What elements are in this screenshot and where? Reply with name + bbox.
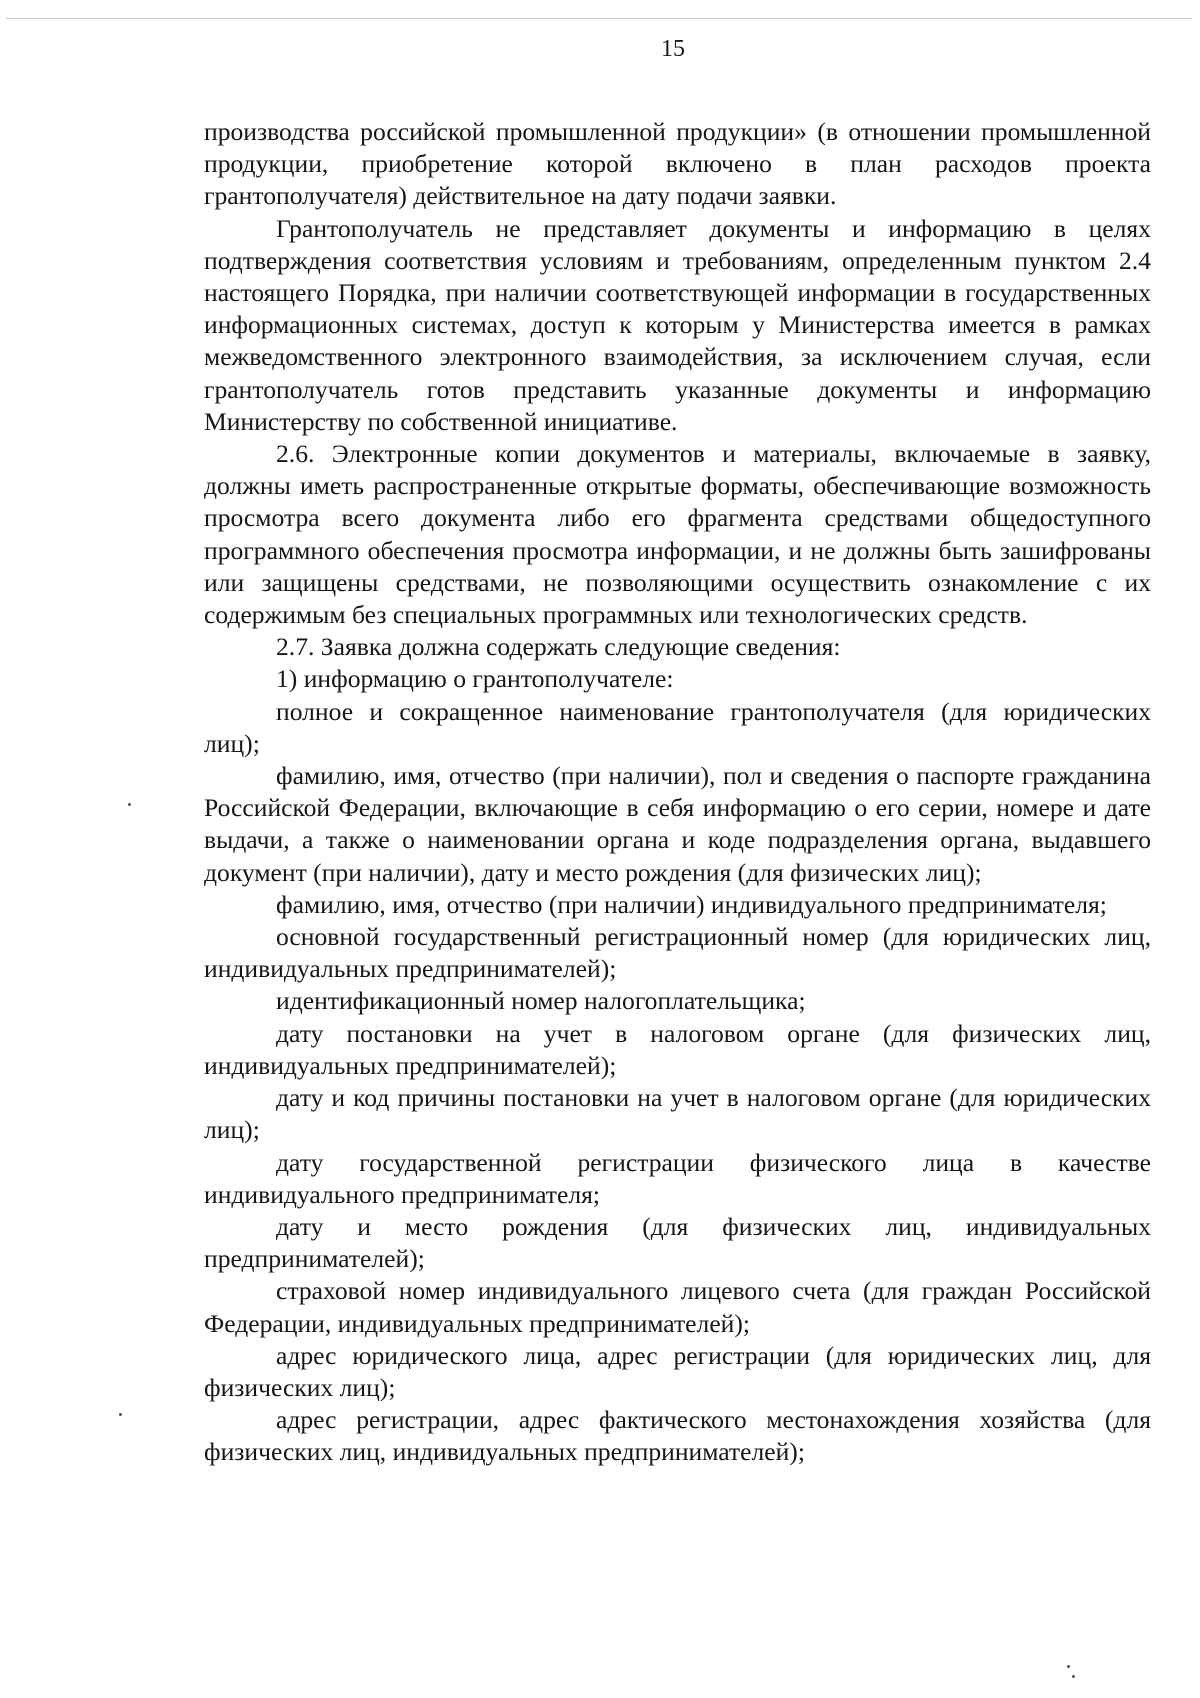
paragraph-grant-recipient-documents: Грантополучатель не представляет документы и информацию в целях подтверждения соответствия условиям и требованиям, определенным пунктом 2.4 настоящего Порядка, при наличии соответствующей информации в государственных информационных системах, доступ к которым у Министерства имеется в рамках межведомственного электронного взаимодействия, за исключением случая, если грантополучатель готов представить указанные документы и информацию Министерству по собственной инициативе. <box>204 213 1151 436</box>
list-item-entrepreneur-name: фамилию, имя, отчество (при наличии) индивидуального предпринимателя; <box>276 889 1107 919</box>
scan-speck <box>128 803 131 806</box>
list-item-snils: страховой номер индивидуального лицевого счета (для граждан Российской Федерации, индивидуальных предпринимателей); <box>204 1276 1151 1338</box>
list-item-kpp: дату и код причины постановки на учет в налоговом органе (для юридических лиц); <box>204 1083 1151 1145</box>
list-item-passport-details: фамилию, имя, отчество (при наличии), пол и сведения о паспорте гражданина Российской Федерации, включающие в себя информацию о его серии, номере и дате выдачи, а также о наименовании органа и коде подразделения органа, выдавшего документ (при наличии), дату и место рождения (для физических лиц); <box>204 761 1151 887</box>
list-item-birth-date-place: дату и место рождения (для физических лиц, индивидуальных предпринимателей); <box>204 1211 1151 1274</box>
list-item-actual-address: адрес регистрации, адрес фактического местонахождения хозяйства (для физических лиц, индивидуальных предпринимателей); <box>204 1405 1151 1467</box>
scan-speck <box>119 1413 122 1416</box>
list-item-legal-address: адрес юридического лица, адрес регистрации (для юридических лиц, для физических лиц); <box>204 1340 1151 1402</box>
list-item-full-short-name: полное и сокращенное наименование грантополучателя (для юридических лиц); <box>204 696 1151 758</box>
paragraph-continuation: производства российской промышленной продукции» (в отношении промышленной продукции, приобретение которой включено в план расходов проекта грантополучателя) действительное на дату подачи заявки. <box>204 117 1151 211</box>
list-item-1-recipient-info: 1) информацию о грантополучателе: <box>276 664 674 694</box>
list-item-tax-registration-date: дату постановки на учет в налоговом органе (для физических лиц, индивидуальных предпринимателей); <box>204 1018 1151 1080</box>
scan-speck <box>1067 1665 1070 1668</box>
list-item-ogrn: основной государственный регистрационный номер (для юридических лиц, индивидуальных предпринимателей); <box>204 922 1151 984</box>
paragraph-2-6-electronic-copies: 2.6. Электронные копии документов и материалы, включаемые в заявку, должны иметь распространенные открытые форматы, обеспечивающие возможность просмотра всего документа либо его фрагмента средствами общедоступного программного обеспечения просмотра информации, и не должны быть зашифрованы или защищены средствами, не позволяющими осуществить ознакомление с их содержимым без специальных программных или технологических средств. <box>204 439 1151 630</box>
scan-top-edge-line <box>6 18 1192 19</box>
list-item-inn: идентификационный номер налогоплательщика; <box>276 986 806 1016</box>
list-item-entrepreneur-registration-date: дату государственной регистрации физического лица в качестве индивидуального предпринимателя; <box>204 1147 1151 1209</box>
paragraph-2-7-application-contents: 2.7. Заявка должна содержать следующие сведения: <box>276 632 841 662</box>
page-number: 15 <box>661 36 685 62</box>
document-body <box>204 116 1151 1469</box>
scan-speck <box>1072 1675 1075 1678</box>
